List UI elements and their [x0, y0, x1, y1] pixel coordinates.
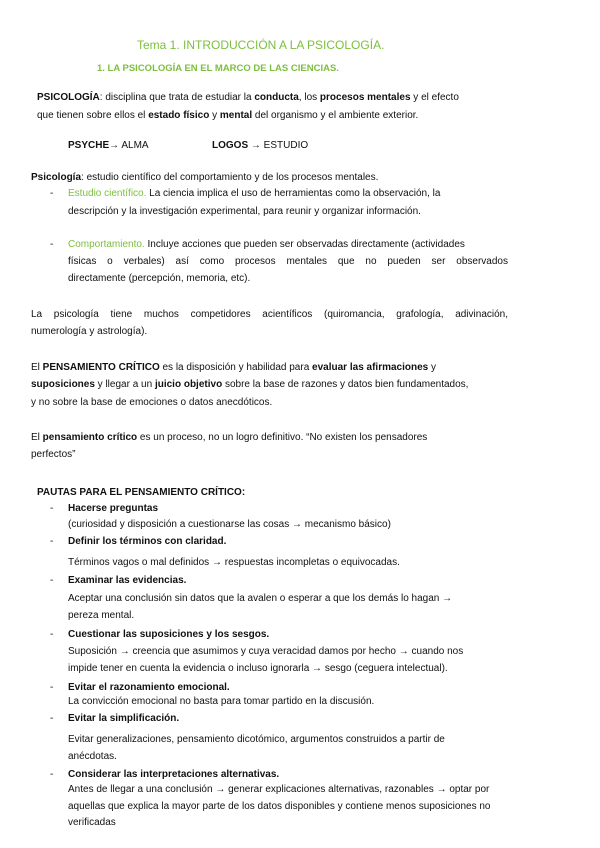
arrow-icon: → [436, 784, 447, 795]
competitors-line-1: La psicología tiene muchos competidores acientíficos (quiromancia, grafología, adivinación, [31, 309, 508, 320]
pauta-line: aquellas que explica la mayor parte de los datos disponibles y contiene menos suposiciones no [68, 801, 491, 812]
definition-text: del organismo y el ambiente exterior. [252, 110, 419, 121]
process-bold: pensamiento crítico [42, 432, 138, 443]
etymology-psyche [68, 139, 149, 153]
pauta-text: cuando nos [408, 646, 464, 657]
bullet-dash: - [50, 769, 54, 780]
bullet-comportamiento-line-2: físicas o verbales) así como procesos mentales que no pueden ser observados [68, 256, 508, 267]
critical-line-1 [31, 361, 436, 375]
pauta-text: respuestas incompletas o equivocadas. [221, 557, 400, 568]
pauta-text: Antes de llegar a una conclusión [68, 784, 216, 795]
definition-text: : disciplina que trata de estudiar la [99, 92, 255, 103]
arrow-icon: → [250, 140, 261, 151]
pauta-line: pereza mental. [68, 610, 135, 621]
pauta-head: Examinar las evidencias. [68, 575, 187, 586]
bullet-dash: - [50, 536, 54, 547]
critical-text: y [428, 362, 437, 373]
critical-line-2 [31, 378, 468, 392]
critical-line-3: y no sobre la base de emociones o datos anecdóticos. [31, 397, 273, 408]
pauta-head: Evitar el razonamiento emocional. [68, 682, 230, 693]
etymology-meaning: ALMA [119, 140, 149, 151]
definition-text: y el efecto [410, 92, 459, 103]
etymology-logos [212, 139, 308, 153]
pauta-head: Hacerse preguntas [68, 503, 159, 514]
bullet-term: Estudio científico. [68, 188, 147, 199]
pauta-head: Evitar la simplificación. [68, 713, 180, 724]
arrow-icon: → [292, 519, 302, 530]
arrow-icon: → [119, 646, 130, 657]
pauta-head: Considerar las interpretaciones alternativas. [68, 769, 280, 780]
definition-text: , los [298, 92, 320, 103]
etymology-meaning: ESTUDIO [260, 140, 309, 151]
pauta-text: sesgo (ceguera intelectual). [322, 663, 448, 674]
pauta-text: optar por [446, 784, 490, 795]
process-line-1 [31, 431, 427, 445]
pauta-text: generar explicaciones alternativas, razonables [225, 784, 437, 795]
bullet-term: Comportamiento. [68, 239, 145, 250]
critical-bold: PENSAMIENTO CRÍTICO [42, 362, 160, 373]
pautas-heading: PAUTAS PARA EL PENSAMIENTO CRÍTICO: [37, 487, 246, 498]
pauta-text: Términos vagos o mal definidos [68, 557, 212, 568]
bullet-dash: - [50, 575, 54, 586]
process-text: El [31, 432, 43, 443]
pauta-text: impide tener en cuenta la evidencia o incluso ignorarla [68, 663, 313, 674]
pauta-line [68, 645, 463, 659]
bullet-dash: - [50, 239, 54, 250]
definition-bold: estado físico [148, 110, 210, 121]
pauta-line: anécdotas. [68, 751, 117, 762]
arrow-icon: → [211, 557, 222, 568]
page-title: Tema 1. INTRODUCCIÓN A LA PSICOLOGÍA. [137, 38, 385, 52]
critical-text: y llegar a un [94, 379, 155, 390]
psicologia-text: : estudio científico del comportamiento y de los procesos mentales. [81, 172, 379, 183]
pauta-line [68, 783, 489, 797]
definition-text: que tienen sobre ellos el [37, 110, 149, 121]
section-subtitle: 1. LA PSICOLOGÍA EN EL MARCO DE LAS CIENCIAS. [97, 63, 339, 74]
bullet-text: Incluye acciones que pueden ser observadas directamente (actividades [144, 239, 465, 250]
etymology-term: PSYCHE [68, 140, 110, 151]
bullet-dash: - [50, 503, 54, 514]
definition-bold: mental [219, 110, 253, 121]
process-text: es un proceso, no un logro definitivo. “No existen los pensadores [137, 432, 428, 443]
definition-term: PSICOLOGÍA [37, 92, 100, 103]
bullet-estudio-line-1 [68, 187, 440, 201]
bullet-comportamiento-line-1 [68, 238, 465, 252]
critical-bold: evaluar las afirmaciones [312, 362, 429, 373]
bullet-text: La ciencia implica el uso de herramientas como la observación, la [146, 188, 441, 199]
arrow-icon: → [109, 140, 120, 151]
bullet-comportamiento-line-3: directamente (percepción, memoria, etc). [68, 273, 251, 284]
arrow-icon: → [312, 663, 323, 674]
pauta-text: (curiosidad y disposición a cuestionarse las cosas [68, 519, 292, 530]
etymology-term: LOGOS [212, 140, 249, 151]
pauta-text: Aceptar una conclusión sin datos que la avalen o esperar a que los demás lo hagan [68, 593, 443, 604]
bullet-dash: - [50, 629, 54, 640]
pauta-head: Definir los términos con claridad. [68, 536, 227, 547]
pauta-line [68, 556, 400, 570]
process-line-2: perfectos” [31, 449, 76, 460]
definition-bold: conducta [254, 92, 299, 103]
critical-text: es la disposición y habilidad para [159, 362, 313, 373]
psicologia-definition [31, 171, 378, 185]
critical-text: El [31, 362, 43, 373]
competitors-line-2: numerología y astrología). [31, 326, 148, 337]
psicologia-term: Psicología [31, 172, 82, 183]
pauta-head: Cuestionar las suposiciones y los sesgos. [68, 629, 270, 640]
pauta-text: creencia que asumimos y cuya veracidad damos por hecho [129, 646, 399, 657]
definition-line-1 [37, 91, 459, 105]
pauta-line [68, 518, 391, 532]
pauta-line: verificadas [68, 817, 116, 828]
definition-line-2 [37, 109, 418, 123]
arrow-icon: → [398, 646, 409, 657]
pauta-line: Evitar generalizaciones, pensamiento dicotómico, argumentos construidos a partir de [68, 734, 445, 745]
pauta-line: La convicción emocional no basta para tomar partido en la discusión. [68, 696, 375, 707]
arrow-icon: → [442, 593, 453, 604]
bullet-dash: - [50, 713, 54, 724]
bullet-estudio-line-2: descripción y la investigación experimental, para reunir y organizar información. [68, 206, 421, 217]
critical-bold: juicio objetivo [154, 379, 223, 390]
critical-bold: suposiciones [31, 379, 95, 390]
bullet-dash: - [50, 682, 54, 693]
definition-bold: procesos mentales [319, 92, 411, 103]
arrow-icon: → [215, 784, 226, 795]
critical-text: sobre la base de razones y datos bien fundamentados, [222, 379, 469, 390]
pauta-text: Suposición [68, 646, 120, 657]
definition-text: y [209, 110, 220, 121]
bullet-dash: - [50, 188, 54, 199]
pauta-line [68, 592, 452, 606]
pauta-text: mecanismo básico) [302, 519, 391, 530]
pauta-line [68, 662, 448, 676]
